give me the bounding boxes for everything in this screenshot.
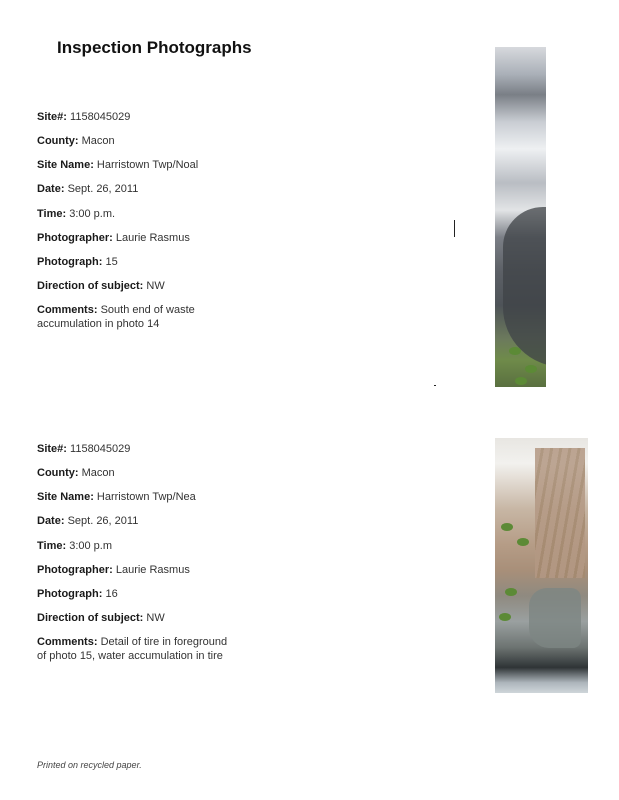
leaf-shape bbox=[525, 365, 537, 373]
site-number-value: 1158045029 bbox=[70, 111, 131, 123]
photograph-number-label: Photograph: bbox=[37, 256, 103, 268]
leaf-shape bbox=[517, 538, 529, 546]
inspection-photo-16 bbox=[495, 438, 588, 693]
site-name-value: Harristown Twp/Nea bbox=[96, 491, 196, 503]
photographer-value: Laurie Rasmus bbox=[115, 232, 190, 244]
direction-value: NW bbox=[146, 612, 165, 624]
photograph-number-row bbox=[37, 587, 118, 601]
site-number-row bbox=[37, 110, 130, 124]
site-name-value: Harristown Twp/Noal bbox=[96, 159, 199, 171]
photographer-label: Photographer: bbox=[37, 564, 113, 576]
page-title: Inspection Photographs bbox=[57, 38, 252, 57]
comments-label: Comments: bbox=[37, 304, 98, 316]
site-name-row bbox=[37, 490, 196, 504]
scan-artifact bbox=[454, 220, 455, 237]
time-row bbox=[37, 539, 112, 553]
site-name-row bbox=[37, 158, 198, 172]
direction-row bbox=[37, 279, 165, 293]
comments-value: Detail of tire in foreground of photo 15, water accumulation in tire bbox=[37, 636, 228, 662]
leaf-shape bbox=[501, 523, 513, 531]
site-name-label: Site Name: bbox=[37, 491, 94, 503]
tire-shape bbox=[503, 207, 546, 367]
site-name-label: Site Name: bbox=[37, 159, 94, 171]
county-value: Macon bbox=[81, 467, 115, 479]
date-value: Sept. 26, 2011 bbox=[67, 183, 139, 195]
photographer-value: Laurie Rasmus bbox=[115, 564, 190, 576]
photograph-number-label: Photograph: bbox=[37, 588, 103, 600]
scan-artifact bbox=[434, 385, 436, 386]
date-label: Date: bbox=[37, 183, 65, 195]
direction-row bbox=[37, 611, 165, 625]
site-number-label: Site#: bbox=[37, 111, 67, 123]
leaf-shape bbox=[499, 613, 511, 621]
leaf-shape bbox=[509, 347, 521, 355]
photographer-row bbox=[37, 563, 190, 577]
inspection-photo-15 bbox=[495, 47, 546, 387]
time-label: Time: bbox=[37, 540, 67, 552]
direction-label: Direction of subject: bbox=[37, 612, 144, 624]
time-label: Time: bbox=[37, 208, 67, 220]
direction-label: Direction of subject: bbox=[37, 280, 144, 292]
comments-row bbox=[37, 303, 237, 331]
comments-row bbox=[37, 635, 237, 663]
county-label: County: bbox=[37, 135, 79, 147]
county-label: County: bbox=[37, 467, 79, 479]
time-value: 3:00 p.m bbox=[69, 540, 113, 552]
site-number-value: 1158045029 bbox=[70, 443, 131, 455]
site-number-label: Site#: bbox=[37, 443, 67, 455]
date-row bbox=[37, 182, 138, 196]
county-row bbox=[37, 134, 115, 148]
comments-label: Comments: bbox=[37, 636, 98, 648]
county-row bbox=[37, 466, 115, 480]
stone-shape bbox=[529, 588, 581, 648]
leaf-shape bbox=[515, 377, 527, 385]
photographer-label: Photographer: bbox=[37, 232, 113, 244]
footer-note: Printed on recycled paper. bbox=[37, 760, 142, 770]
county-value: Macon bbox=[81, 135, 115, 147]
board-shape bbox=[535, 448, 585, 578]
date-value: Sept. 26, 2011 bbox=[67, 515, 139, 527]
photograph-number-value: 16 bbox=[105, 588, 118, 600]
comments-value: South end of waste accumulation in photo 14 bbox=[37, 304, 195, 330]
site-number-row bbox=[37, 442, 130, 456]
time-row bbox=[37, 207, 115, 221]
photographer-row bbox=[37, 231, 190, 245]
leaf-shape bbox=[505, 588, 517, 596]
photograph-number-value: 15 bbox=[105, 256, 118, 268]
date-row bbox=[37, 514, 138, 528]
date-label: Date: bbox=[37, 515, 65, 527]
photograph-number-row bbox=[37, 255, 118, 269]
direction-value: NW bbox=[146, 280, 165, 292]
time-value: 3:00 p.m. bbox=[69, 208, 116, 220]
